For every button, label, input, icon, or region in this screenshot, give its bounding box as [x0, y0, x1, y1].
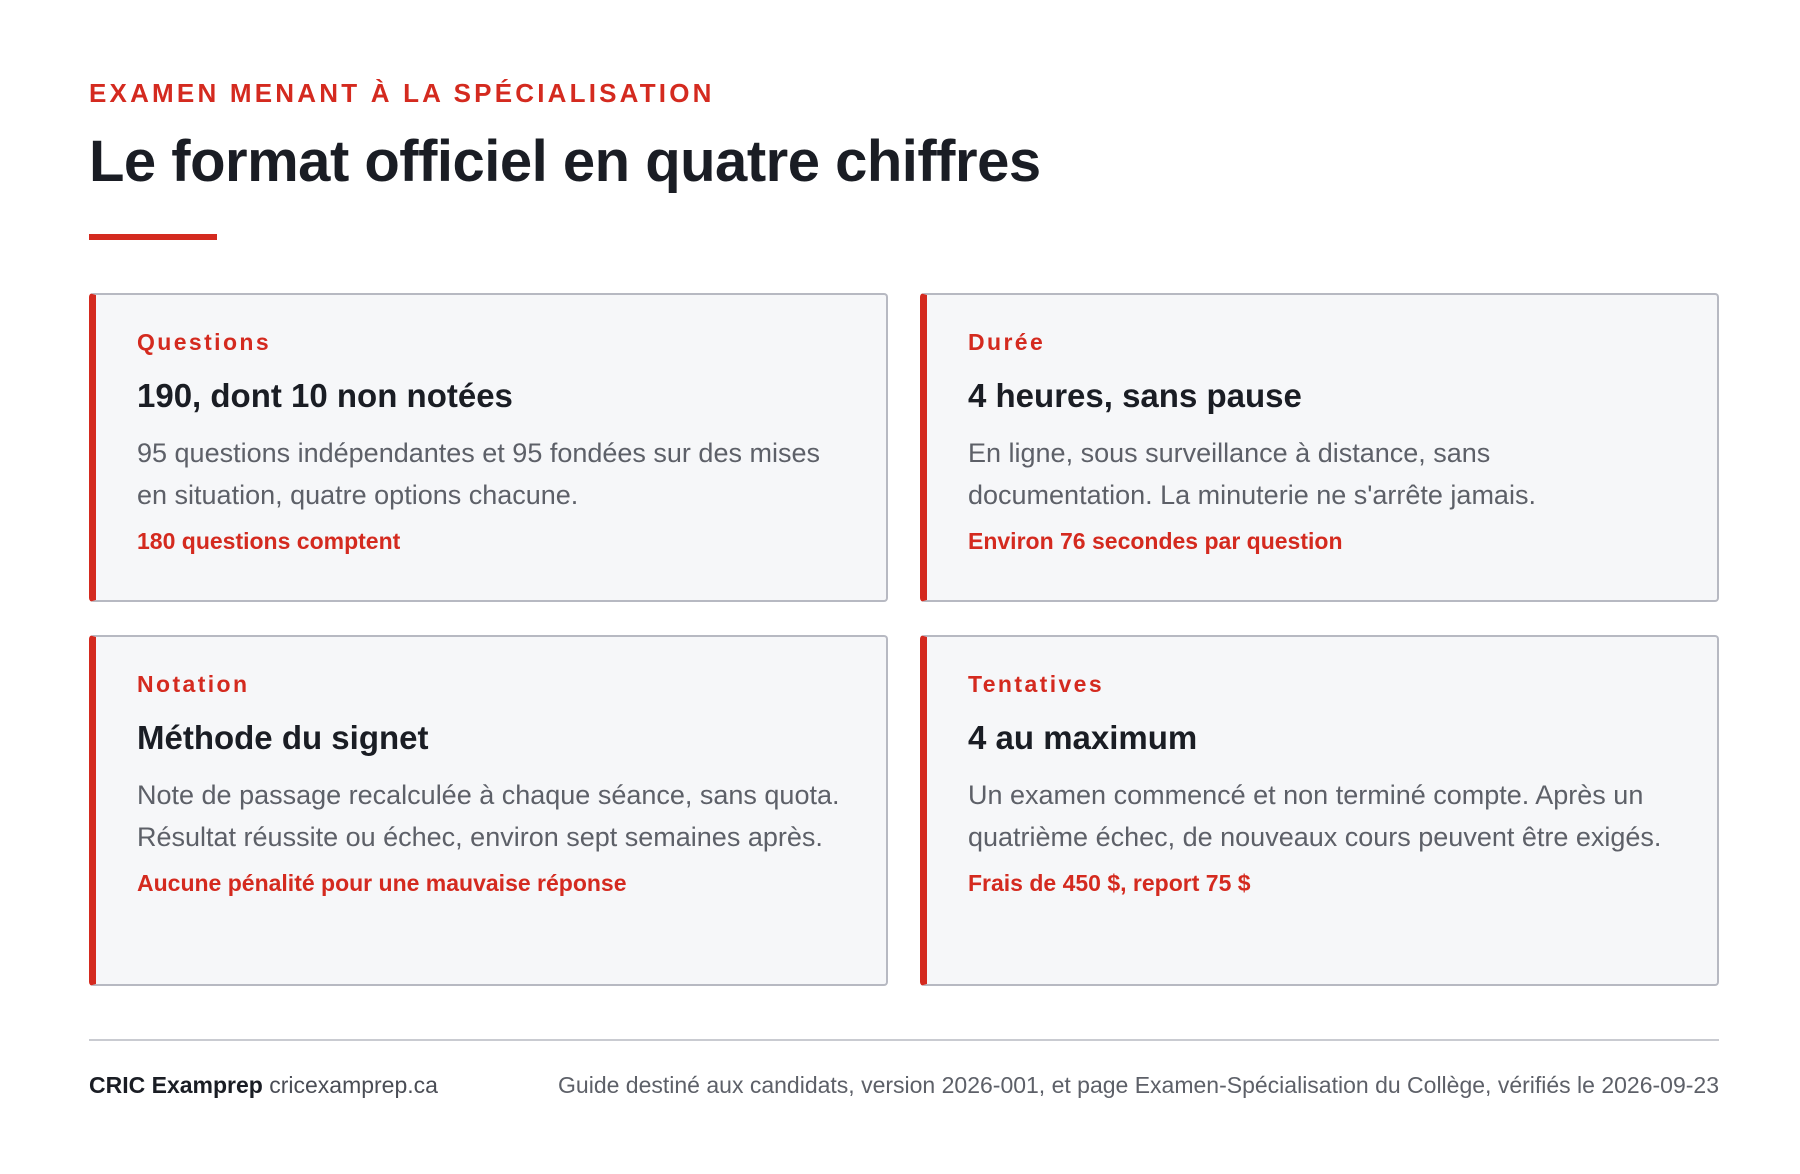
card-note: 180 questions comptent — [137, 528, 401, 555]
card-value: Méthode du signet — [137, 719, 429, 756]
eyebrow-label: EXAMEN MENANT À LA SPÉCIALISATION — [89, 78, 715, 108]
page-title: Le format officiel en quatre chiffres — [89, 129, 1041, 194]
card-label: Durée — [968, 329, 1046, 355]
footer-brand — [89, 1070, 438, 1100]
card-duree — [920, 293, 1719, 602]
card-description: 95 questions indépendantes et 95 fondées sur des mises en situation, quatre options chacune. — [137, 438, 820, 511]
card-note: Environ 76 secondes par question — [968, 528, 1343, 555]
brand-name: CRIC Examprep — [89, 1072, 263, 1098]
card-value: 4 heures, sans pause — [968, 377, 1302, 414]
card-note: Frais de 450 $, report 75 $ — [968, 870, 1251, 897]
footer-source: Guide destiné aux candidats, version 2026-001, et page Examen-Spécialisation du Collège, vérifiés le 2026-09-23 — [558, 1072, 1719, 1098]
card-description: Note de passage recalculée à chaque séance, sans quota. Résultat réussite ou échec, environ sept semaines après. — [137, 780, 840, 853]
card-label: Notation — [137, 671, 250, 697]
card-value: 4 au maximum — [968, 719, 1198, 756]
card-tentatives — [920, 635, 1719, 986]
title-accent-rule — [89, 234, 217, 240]
card-note: Aucune pénalité pour une mauvaise réponse — [137, 870, 627, 897]
card-value: 190, dont 10 non notées — [137, 377, 513, 414]
card-description: En ligne, sous surveillance à distance, sans documentation. La minuterie ne s'arrête jamais. — [968, 438, 1536, 511]
card-label: Tentatives — [968, 671, 1105, 697]
card-description: Un examen commencé et non terminé compte. Après un quatrième échec, de nouveaux cours peuvent être exigés. — [968, 780, 1662, 853]
card-notation — [89, 635, 888, 986]
card-label: Questions — [137, 329, 272, 355]
footer-divider — [89, 1039, 1719, 1041]
brand-url: cricexamprep.ca — [269, 1072, 438, 1098]
card-questions — [89, 293, 888, 602]
